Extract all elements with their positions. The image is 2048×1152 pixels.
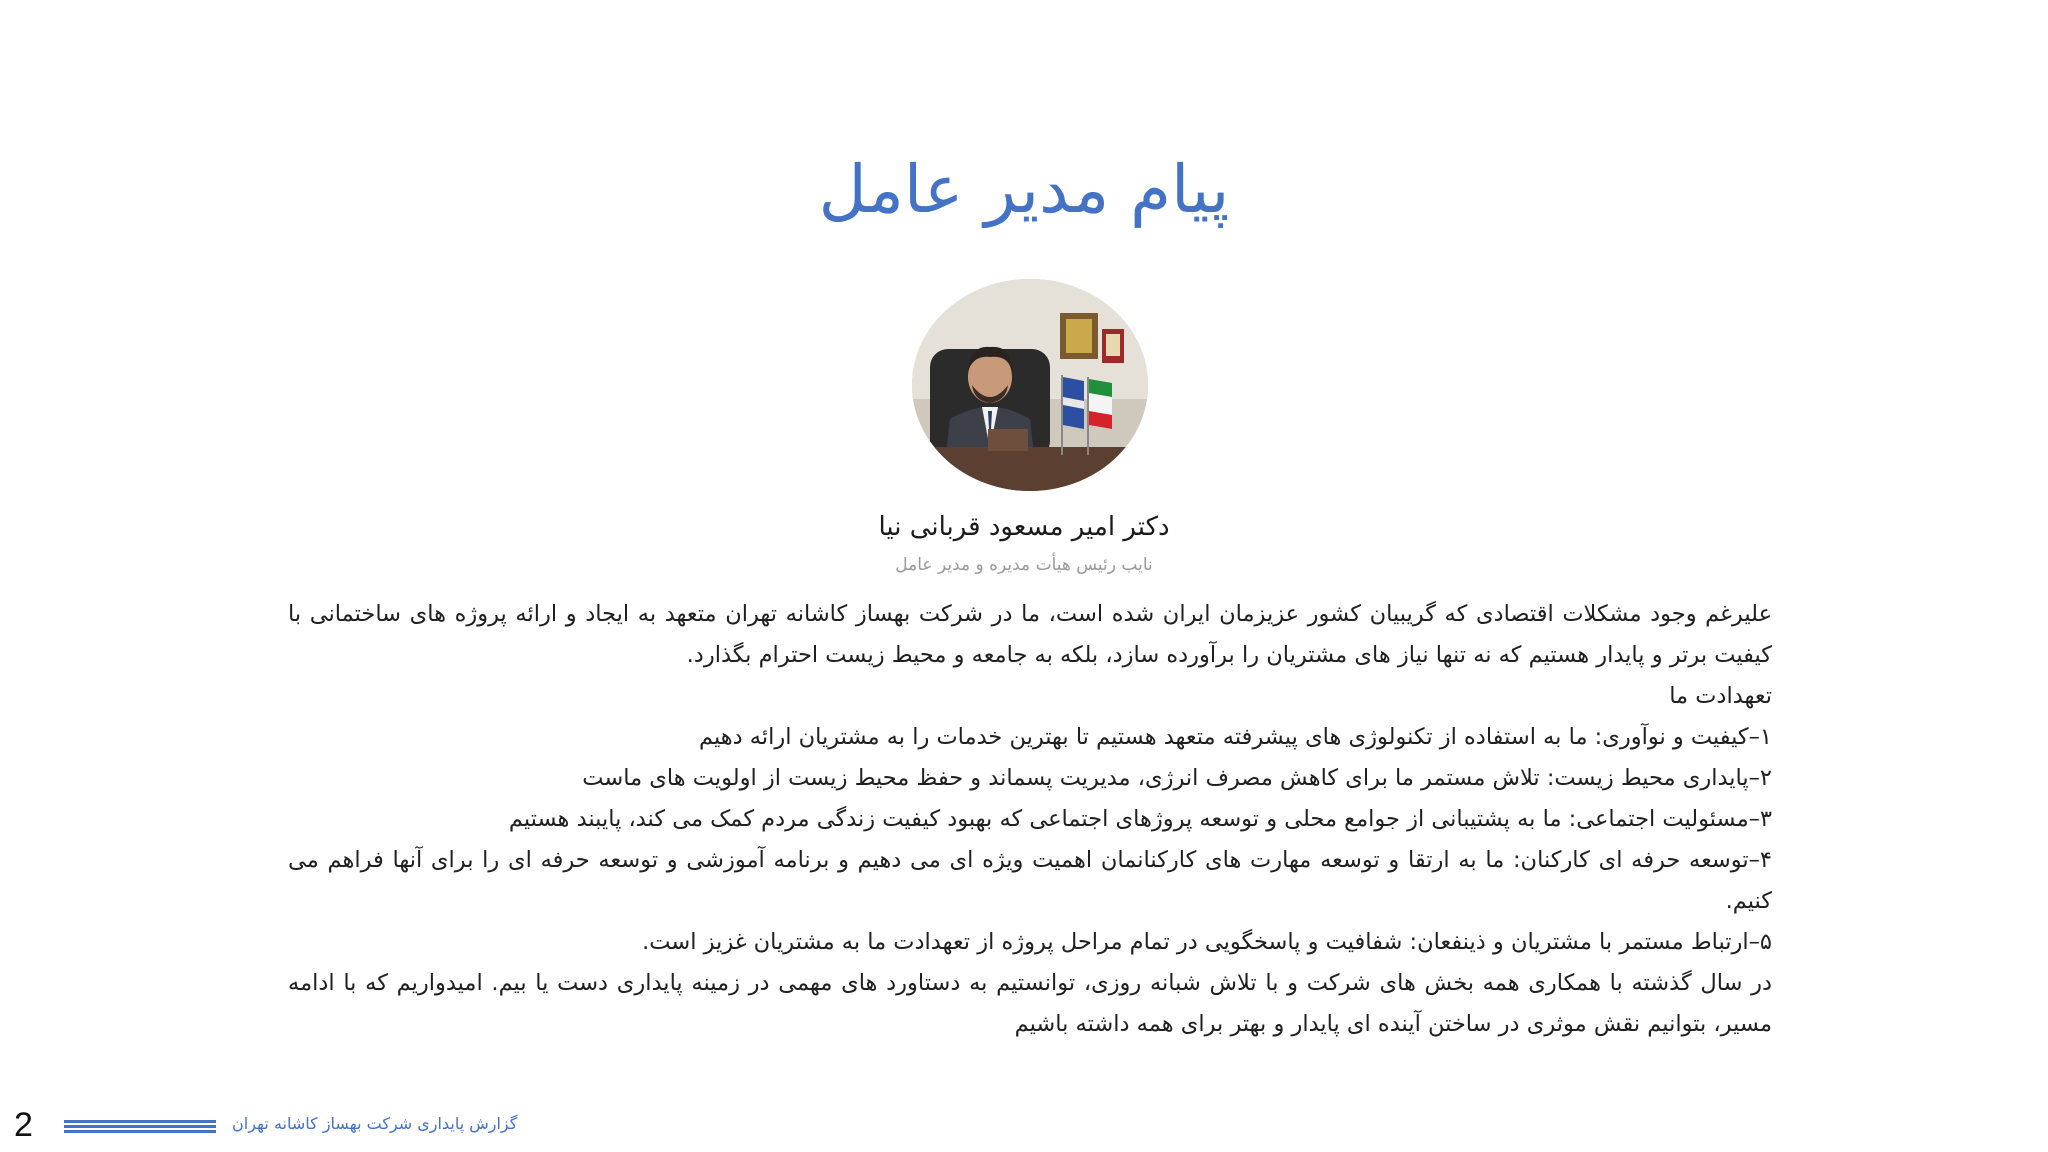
message-commitment-1: ۱–کیفیت و نوآوری: ما به استفاده از تکنولوژی های پیشرفته متعهد هستیم تا بهترین خدمات را به مشتریان ارائه دهیم bbox=[698, 724, 1772, 750]
page-title: پیام مدیر عامل bbox=[818, 151, 1230, 228]
message-commitment-3: ۳–مسئولیت اجتماعی: ما به پشتیبانی از جوامع محلی و توسعه پروژهای اجتماعی که بهبود کیفیت زندگی مردم کمک می کند، پایبند هستیم bbox=[508, 806, 1772, 832]
footer-decorative-lines bbox=[64, 1120, 216, 1134]
ceo-portrait-photo bbox=[912, 279, 1148, 491]
ceo-message-body bbox=[288, 594, 1772, 1045]
message-paragraph-intro: علیرغم وجود مشکلات اقتصادی که گریبیان کشور عزیزمان ایران شده است، ما در شرکت بهساز کاشانه تهران متعهد به ایجاد و ارائه پروژه های ساختمانی با کیفیت برتر و پایدار هستیم که نه تنها نیاز های مشتریان را برآورده سازد، بلکه به جامعه و محیط زیست احترام بگذارد. bbox=[288, 601, 1772, 668]
message-commitment-2: ۲–پایداری محیط زیست: تلاش مستمر ما برای کاهش مصرف انرژی، مدیریت پسماند و حفظ محیط زیست از اولویت های ماست bbox=[582, 765, 1772, 791]
ceo-name: دکتر امیر مسعود قربانی نیا bbox=[878, 512, 1170, 542]
footer-report-title: گزارش پایداری شرکت بهساز کاشانه تهران bbox=[232, 1114, 518, 1133]
message-commitment-4: ۴–توسعه حرفه ای کارکنان: ما به ارتقا و توسعه مهارت های کارکنانمان اهمیت ویژه ای می دهیم و برنامه آموزشی و توسعه حرفه ای را برای آنها فراهم می کنیم. bbox=[288, 847, 1772, 914]
message-commitment-5: ۵–ارتباط مستمر با مشتریان و ذینفعان: شفافیت و پاسخگویی در تمام مراحل پروژه از تعهدادت ما به مشتریان غزیز است. bbox=[642, 929, 1772, 955]
ceo-role: نایب رئیس هیأت مدیره و مدیر عامل bbox=[895, 555, 1153, 575]
page-number: 2 bbox=[14, 1106, 33, 1144]
message-commitments-heading: تعهدادت ما bbox=[1669, 683, 1772, 709]
message-paragraph-closing: در سال گذشته با همکاری همه بخش های شرکت و با تلاش شبانه روزی، توانستیم به دستاورد های مهمی در زمینه پایداری دست یا بیم. امیدواریم که با ادامه مسیر، بتوانیم نقش موثری در ساختن آینده ای پایدار و بهتر برای همه داشته باشیم bbox=[288, 970, 1772, 1037]
